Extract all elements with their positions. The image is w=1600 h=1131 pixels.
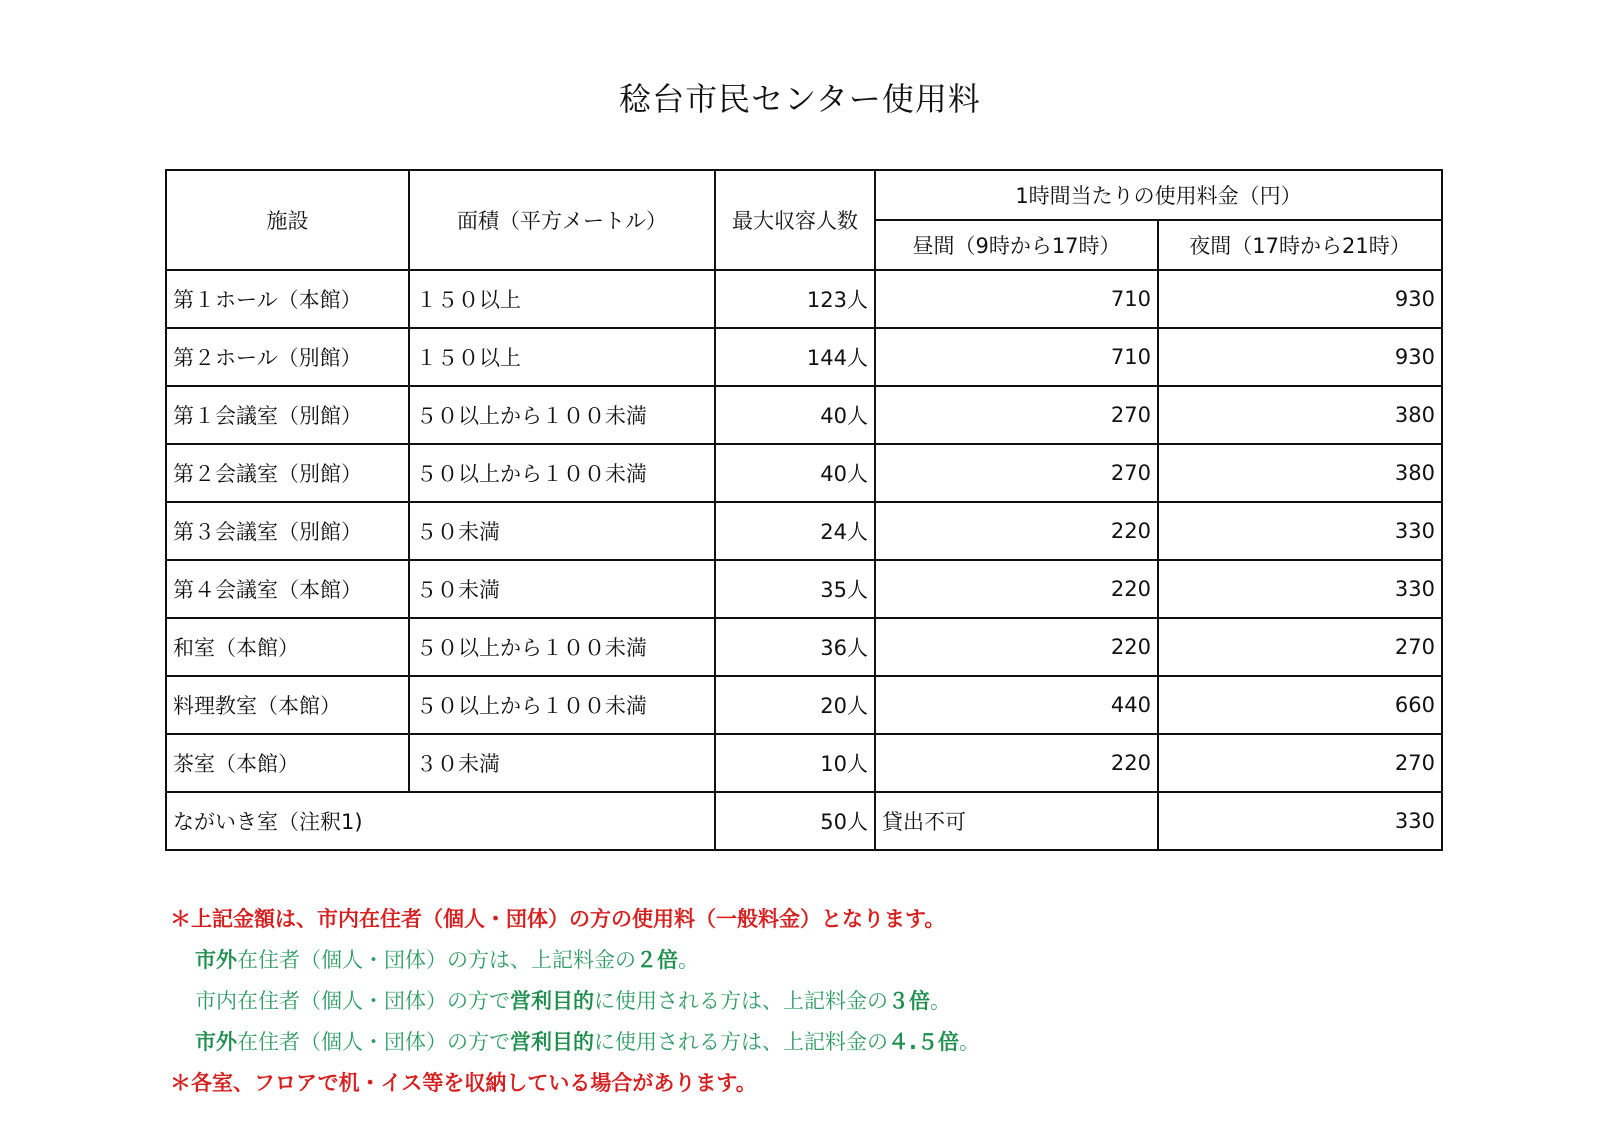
facility-cell: 料理教室（本館） xyxy=(166,676,409,734)
area-cell: ５０以上から１００未満 xyxy=(409,618,715,676)
night-fee-cell: 330 xyxy=(1158,792,1442,850)
note-text: 営利目的 xyxy=(510,1030,594,1054)
table-row xyxy=(166,444,1442,502)
day-fee-cell: 220 xyxy=(875,734,1158,792)
note-text: 市内在住者（個人・団体）の方で xyxy=(195,989,510,1013)
area-cell: ５０以上から１００未満 xyxy=(409,386,715,444)
note-general-fee: ＊上記金額は、市内在住者（個人・団体）の方の使用料（一般料金）となります。 xyxy=(170,907,946,931)
facility-cell: 第２会議室（別館） xyxy=(166,444,409,502)
table-row xyxy=(166,618,1442,676)
day-fee-cell: 270 xyxy=(875,444,1158,502)
table-header-row xyxy=(166,170,1442,220)
day-fee-cell: 440 xyxy=(875,676,1158,734)
area-cell: ３０未満 xyxy=(409,734,715,792)
table-row xyxy=(166,734,1442,792)
header-capacity: 最大収容人数 xyxy=(715,170,875,270)
table-row xyxy=(166,270,1442,328)
notes-section xyxy=(170,899,980,1104)
note-text: 営利目的 xyxy=(510,989,594,1013)
night-fee-cell: 380 xyxy=(1158,386,1442,444)
note-text: に使用される方は、上記料金の xyxy=(594,1030,888,1054)
day-fee-cell: 270 xyxy=(875,386,1158,444)
capacity-cell: 24人 xyxy=(715,502,875,560)
header-facility: 施設 xyxy=(166,170,409,270)
capacity-cell: 35人 xyxy=(715,560,875,618)
capacity-cell: 40人 xyxy=(715,444,875,502)
capacity-cell: 144人 xyxy=(715,328,875,386)
header-area: 面積（平方メートル） xyxy=(409,170,715,270)
capacity-cell: 40人 xyxy=(715,386,875,444)
area-cell: ５０以上から１００未満 xyxy=(409,676,715,734)
header-night: 夜間（17時から21時） xyxy=(1158,220,1442,270)
facility-cell: 第１会議室（別館） xyxy=(166,386,409,444)
note-furniture-storage: ＊各室、フロアで机・イス等を収納している場合があります。 xyxy=(170,1071,757,1095)
note-text: 。 xyxy=(930,989,951,1013)
facility-cell: 第４会議室（本館） xyxy=(166,560,409,618)
day-fee-cell: 710 xyxy=(875,270,1158,328)
note-inside-commercial xyxy=(170,981,980,1022)
page-title: 稔台市民センター使用料 xyxy=(619,80,981,118)
night-fee-cell: 270 xyxy=(1158,618,1442,676)
note-text: ２倍 xyxy=(636,948,678,972)
facility-cell: 第２ホール（別館） xyxy=(166,328,409,386)
capacity-cell: 10人 xyxy=(715,734,875,792)
night-fee-cell: 330 xyxy=(1158,502,1442,560)
night-fee-cell: 330 xyxy=(1158,560,1442,618)
day-fee-cell: 220 xyxy=(875,560,1158,618)
night-fee-cell: 930 xyxy=(1158,328,1442,386)
table-row xyxy=(166,328,1442,386)
capacity-cell: 50人 xyxy=(715,792,875,850)
night-fee-cell: 270 xyxy=(1158,734,1442,792)
night-fee-cell: 930 xyxy=(1158,270,1442,328)
area-cell: ５０未満 xyxy=(409,560,715,618)
note-text: 市外 xyxy=(195,1030,237,1054)
night-fee-cell: 660 xyxy=(1158,676,1442,734)
facility-cell: ながいき室（注釈1) xyxy=(166,792,715,850)
header-fee-group: 1時間当たりの使用料金（円） xyxy=(875,170,1442,220)
capacity-cell: 123人 xyxy=(715,270,875,328)
table-row xyxy=(166,502,1442,560)
header-day: 昼間（9時から17時） xyxy=(875,220,1158,270)
table-row xyxy=(166,386,1442,444)
day-fee-cell: 710 xyxy=(875,328,1158,386)
note-text: ４.５倍 xyxy=(888,1030,959,1054)
note-outside-commercial xyxy=(170,1022,980,1063)
note-text: ３倍 xyxy=(888,989,930,1013)
facility-cell: 第１ホール（本館） xyxy=(166,270,409,328)
note-text: 在住者（個人・団体）の方は、上記料金の xyxy=(237,948,636,972)
note-text: 。 xyxy=(678,948,699,972)
note-outside-resident xyxy=(170,940,980,981)
night-fee-cell: 380 xyxy=(1158,444,1442,502)
capacity-cell: 20人 xyxy=(715,676,875,734)
table-row-nagaiki xyxy=(166,792,1442,850)
note-text: 。 xyxy=(958,1030,980,1054)
note-text: 在住者（個人・団体）の方で xyxy=(237,1030,510,1054)
area-cell: ５０未満 xyxy=(409,502,715,560)
area-cell: ５０以上から１００未満 xyxy=(409,444,715,502)
fee-table xyxy=(165,169,1443,851)
capacity-cell: 36人 xyxy=(715,618,875,676)
facility-cell: 第３会議室（別館） xyxy=(166,502,409,560)
day-fee-cell: 220 xyxy=(875,502,1158,560)
area-cell: １５０以上 xyxy=(409,328,715,386)
day-fee-cell: 220 xyxy=(875,618,1158,676)
note-text: 市外 xyxy=(195,948,237,972)
facility-cell: 和室（本館） xyxy=(166,618,409,676)
area-cell: １５０以上 xyxy=(409,270,715,328)
day-fee-cell: 貸出不可 xyxy=(875,792,1158,850)
note-text: に使用される方は、上記料金の xyxy=(594,989,888,1013)
table-row xyxy=(166,560,1442,618)
facility-cell: 茶室（本館） xyxy=(166,734,409,792)
table-row xyxy=(166,676,1442,734)
